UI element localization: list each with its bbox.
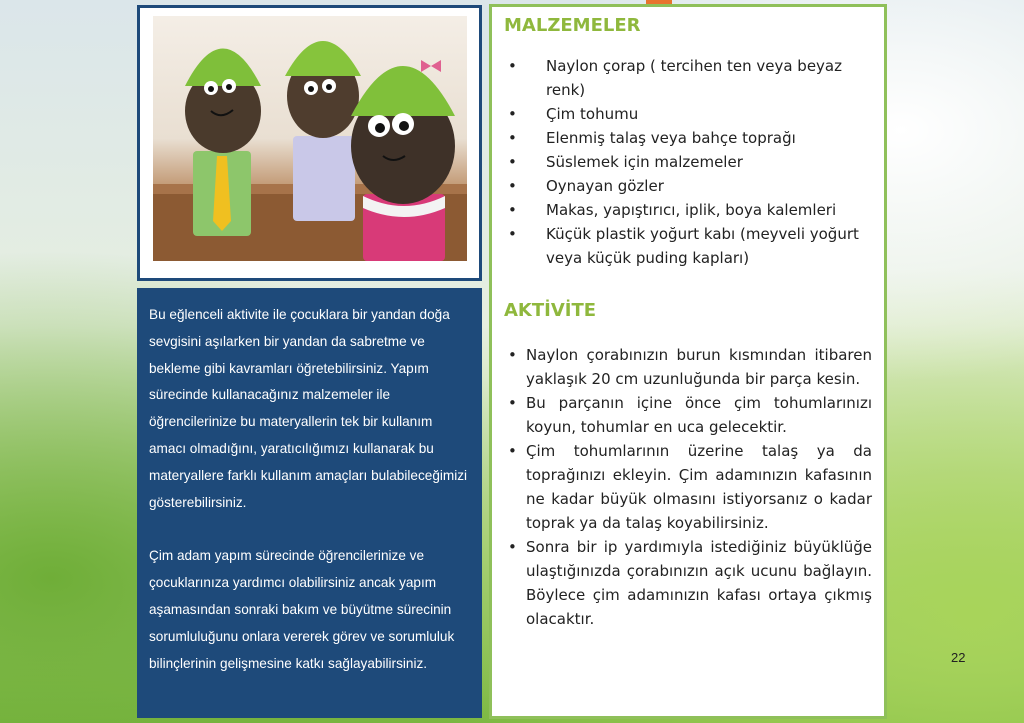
materials-title: MALZEMELER <box>504 15 641 36</box>
materials-item: • Makas, yapıştırıcı, iplik, boya kalemleri <box>504 198 872 222</box>
materials-item: • Oynayan gözler <box>504 174 872 198</box>
activity-step: • Bu parçanın içine önce çim tohumlarınızı koyun, tohumlar en uca gelecektir. <box>504 391 872 439</box>
intro-text-box <box>137 288 482 718</box>
instructions-panel <box>489 4 887 719</box>
activity-title: AKTİVİTE <box>504 300 597 321</box>
materials-item: • Naylon çorap ( tercihen ten veya beyaz renk) <box>504 54 872 102</box>
photo-frame <box>137 5 482 281</box>
grass-head-illustration <box>153 16 467 261</box>
materials-item: • Küçük plastik yoğurt kabı (meyveli yoğurt veya küçük puding kapları) <box>504 222 872 270</box>
materials-item: • Elenmiş talaş veya bahçe toprağı <box>504 126 872 150</box>
grass-head-dolls-photo <box>153 16 467 261</box>
materials-list <box>504 54 872 270</box>
activity-list <box>504 343 872 631</box>
activity-step: • Naylon çorabınızın burun kısmından itibaren yaklaşık 20 cm uzunluğunda bir parça kesin. <box>504 343 872 391</box>
intro-paragraph-2: Çim adam yapım sürecinde öğrencilerinize ve çocuklarınıza yardımcı olabilirsiniz ancak yapım aşamasından sonraki bakım ve büyütme sürecinin sorumluluğunu onlara vererek görev ve sorumluluk bilinçlerinin gelişmesine katkı sağlayabilirsiniz. <box>149 548 455 671</box>
activity-step: • Sonra bir ip yardımıyla istediğiniz büyüklüğe ulaştığınızda çorabınızın açık ucunu bağlayın. Böylece çim adamınızın kafası ortaya çıkmış olacaktır. <box>504 535 872 631</box>
intro-paragraph-1: Bu eğlenceli aktivite ile çocuklara bir yandan doğa sevgisini aşılarken bir yandan da sabretme ve bekleme gibi kavramları öğretebilirsiniz. Yapım sürecinde kullanacağınız malzemeler ile öğrencilerinize bu materyallerin tek bir kullanım amacı olmadığını, yaratıcılığımızı kullanarak bu materyallere farklı kullanım amaçları bulabileceğimizi gösterebilirsiniz. <box>149 307 468 510</box>
materials-item: • Çim tohumu <box>504 102 872 126</box>
materials-item: • Süslemek için malzemeler <box>504 150 872 174</box>
page-number: 22 <box>951 650 966 665</box>
activity-step: • Çim tohumlarının üzerine talaş ya da toprağınızı ekleyin. Çim adamınızın kafasının ne kadar büyük olmasını istiyorsanız o kadar toprak ya da talaş koyabilirsiniz. <box>504 439 872 535</box>
